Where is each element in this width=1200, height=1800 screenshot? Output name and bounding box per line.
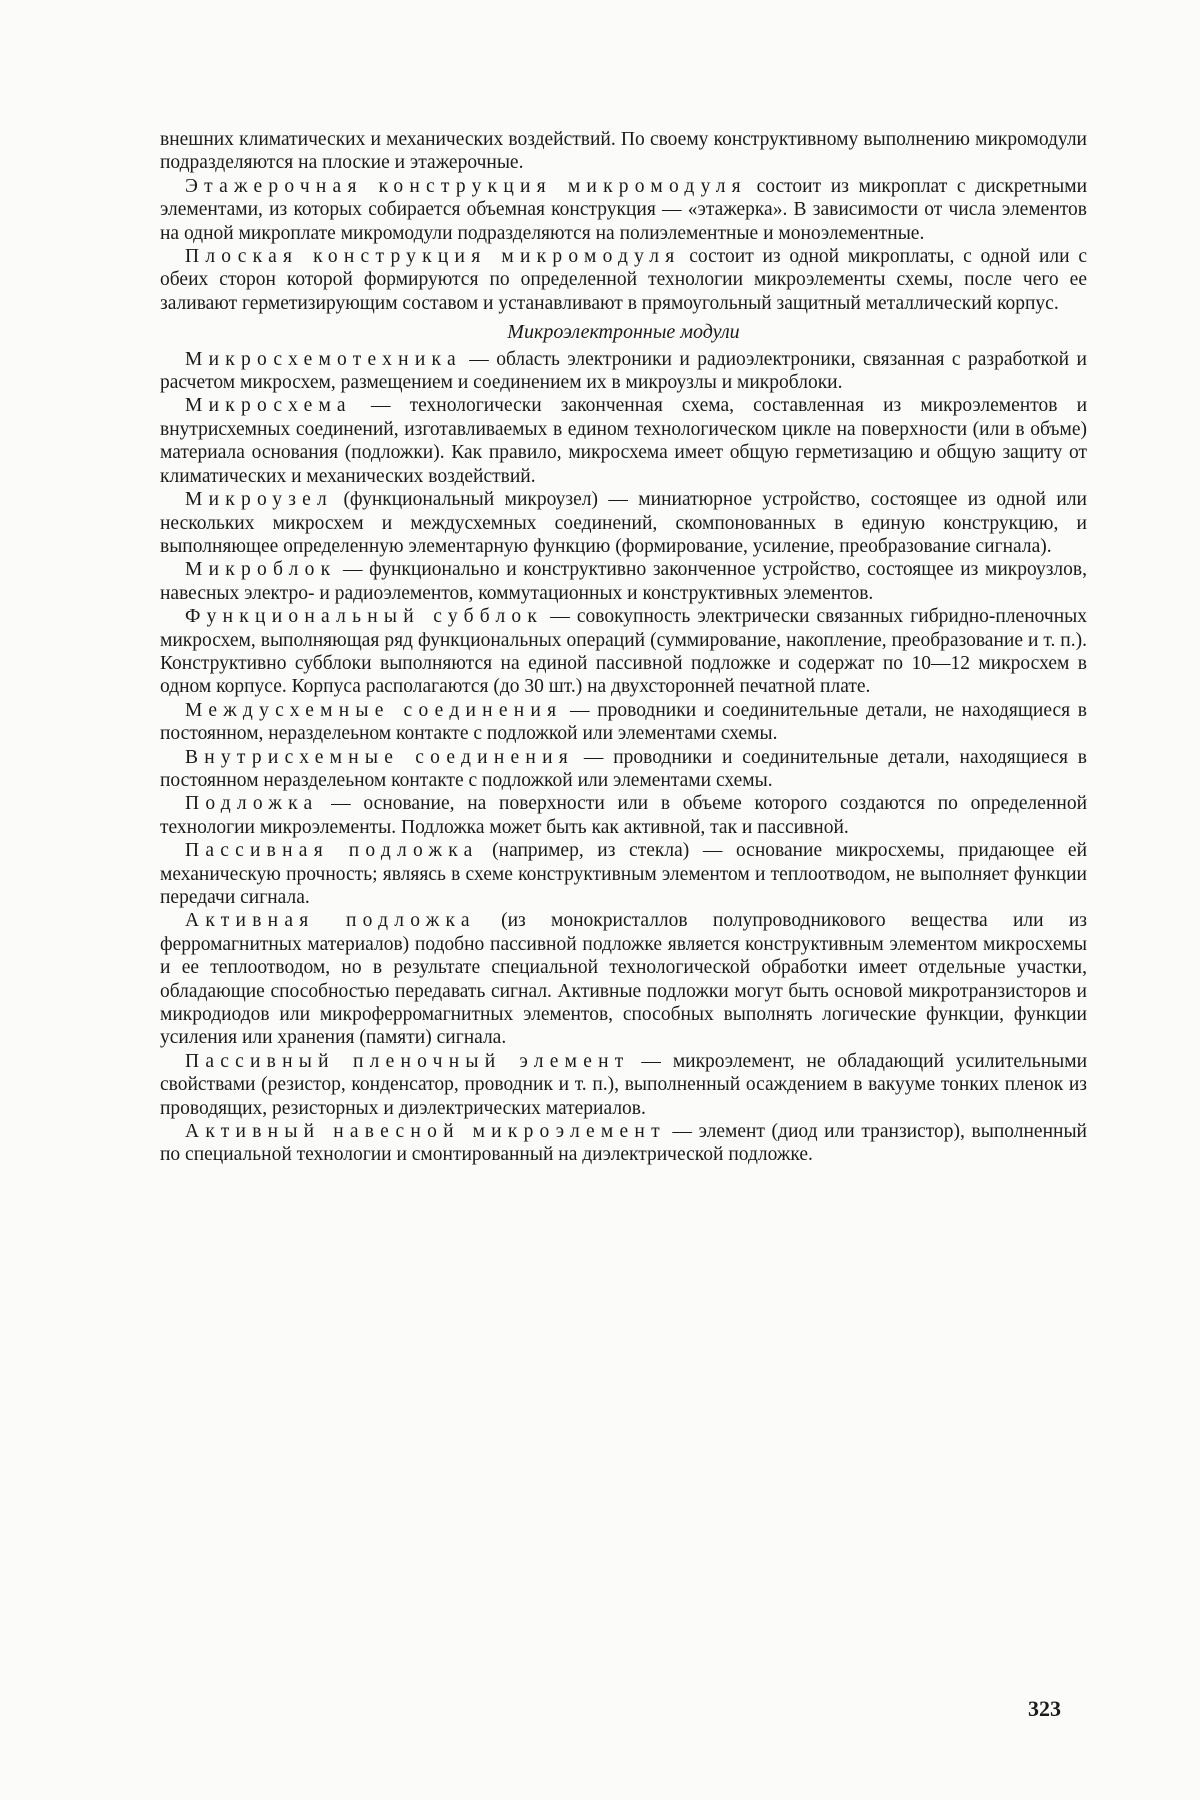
definition-text: область электроники и радиоэлектроники, связанная с разработкой и расчетом микросхем, размещением и соединением их в микроузлы и микроблоки. [160,348,1087,394]
definition-item [160,746,1087,793]
definition-text: функционально и конструктивно законченное устройство, состоящее из микроузлов, навесных электро- и радиоэлементов, коммутационных и конструктивных элементов. [160,559,1087,604]
definition-item [160,909,1087,1049]
term-stacked-module: Этажерочная конструкция микромодуля [185,175,747,197]
definition-term: Функциональный субблок [185,606,544,628]
definition-text: (функциональный микроузел) — миниатюрное устройство, состоящее из одной или нескольких микросхем и междусхемных соединений, скомпонованных в единую конструкцию, и выполняющее определенную элементарную функцию (формирование, усиление, преобразование сигнала). [160,489,1087,557]
definition-item [160,488,1087,558]
definition-separator [333,489,343,510]
definition-item [160,1050,1087,1120]
definition-term: Микросхема [185,395,352,417]
definition-separator: — [665,1121,699,1143]
definition-item [160,699,1087,746]
definition-text: микроэлемент, не обладающий усилительными свойствами (резистор, конденсатор, проводник и т. п.), выполненный осаждением в вакууме тонких пленок из проводящих, резисторных и диэлектрических материалов. [160,1050,1088,1119]
definition-item [160,348,1087,395]
paragraph-flat-module [160,245,1087,315]
definition-text: совокупность электрически связанных гибридно-пленочных микросхем, выполняющая ряд функциональных операций (суммирование, накопление, преобразование и т. п.). Конструктивно субблоки выполняются на единой пассивной подложке и содержат по 10—12 микросхем в одном корпусе. Корпуса располагаются (до 30 шт.) на двухсторонней печатной плате. [160,606,1088,698]
definition-separator: — [629,1050,673,1072]
definition-separator: — [318,793,364,815]
definition-text: проводники и соединительные детали, находящиеся в постоянном неразделеьном контакте с подложкой или элементами схемы. [160,746,1088,791]
page-body [160,128,1087,1167]
definition-item [160,558,1087,605]
definition-separator [479,840,493,861]
definition-term: Микроблок [185,559,337,581]
definition-item [160,605,1087,699]
definition-separator: — [562,699,598,721]
definition-term: Подложка [185,793,319,815]
page-number: 323 [1028,1696,1061,1721]
definition-separator: — [543,606,577,628]
definition-term: Пассивная подложка [185,840,479,862]
definition-item [160,394,1087,488]
definition-item [160,1120,1087,1167]
term-flat-module: Плоская конструкция микромодуля [185,246,681,268]
paragraph-text: состоит из микроплат с дискретными элементами, из которых собирается объемная конструкция — «этажерка». В зависимости от числа элементов на одной микроплате микромодули подразделяются на полиэлементные и моноэлементные. [160,175,1088,244]
definition-term: Внутрисхемные соединения [185,746,574,768]
definition-term: Междусхемные соединения [185,699,563,721]
definition-term: Активный навесной микроэлемент [185,1121,666,1143]
definition-separator: — [351,395,410,417]
definition-separator: — [461,348,497,370]
definition-text: проводники и соединительные детали, не находящиеся в постоянном, неразделеьном контакте с подложкой или элементами схемы. [160,699,1087,745]
paragraph-text: внешних климатических и механических воздействий. По своему конструктивному выполнению микромодули подразделяются на плоские и этажерочные. [160,129,1087,174]
definition-text: основание, на поверхности или в объеме которого создаются по определенной технологии микроэлементы. Подложка может быть как активной, так и пассивной. [160,793,1088,838]
definition-text: (из монокристаллов полупроводникового вещества или из ферромагнитных материалов) подобно пассивной подложке является конструктивным элементом микросхемы и ее теплоотводом, но в результате специальной технологической обработки имеет отдельные участки, обладающие способностью передавать сигнал. Активные подложки могут быть основой микротранзисторов и микродиодов или микроферромагнитных элементов, способных выполнять логические функции, функции усиления или хранения (памяти) сигнала. [160,910,1088,1049]
paragraph-stacked-module [160,175,1087,245]
definition-term: Пассивный пленочный элемент [185,1050,630,1072]
paragraph-continuation [160,128,1087,175]
definition-separator [476,910,501,931]
paragraph-text: состоит из одной микроплаты, с одной или с обеих сторон которой формируются по определенной технологии микроэлементы схемы, после чего ее заливают герметизирующим составом и устанавливают в прямоугольный защитный металлический корпус. [160,246,1087,314]
definition-item [160,792,1087,839]
definition-text: (например, из стекла) — основание микросхемы, придающее ей механическую прочность; являясь в схеме конструктивным элементом и теплоотводом, не выполняет функции передачи сигнала. [160,840,1088,908]
definition-term: Микроузел [185,489,334,511]
definition-separator: — [573,746,614,768]
definition-term: Активная подложка [185,910,476,932]
definition-text: технологически законченная схема, составленная из микроэлементов и внутрисхемных соединений, изготавливаемых в едином технологическом цикле на поверхности (или в объме) материала основания (подложки). Как правило, микросхема имеет общую герметизацию и общую защиту от климатических и механических воздействий. [160,395,1087,487]
definition-term: Микросхемотехника [185,348,462,370]
definitions-list [160,348,1087,1167]
definition-text: элемент (диод или транзистор), выполненный по специальной технологии и смонтированный на диэлектрической подложке. [160,1121,1087,1166]
section-heading: Микроэлектронные модули [507,321,740,344]
definition-item [160,839,1087,909]
definition-separator: — [336,559,370,581]
